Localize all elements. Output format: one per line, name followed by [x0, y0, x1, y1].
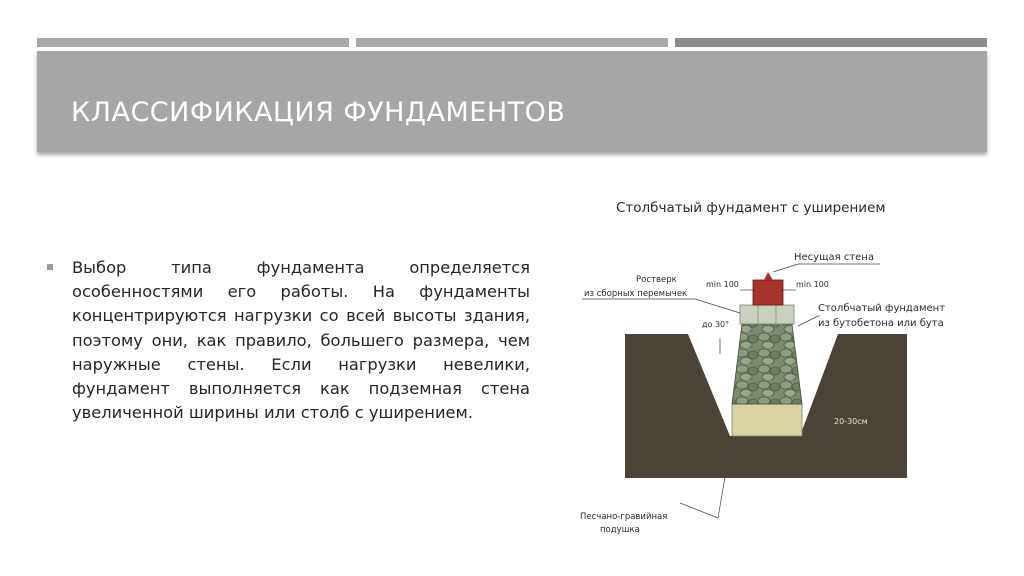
grillage-label-line2: из сборных перемычек: [584, 289, 688, 299]
foundation-diagram: [560, 188, 1000, 548]
header-accent-bar-1: [37, 38, 349, 47]
rubble-column: [732, 324, 802, 404]
slide-title: КЛАССИФИКАЦИЯ ФУНДАМЕНТОВ: [71, 97, 566, 128]
cushion-label-line1: Песчано-гравийная: [580, 512, 668, 522]
grillage: [740, 305, 794, 324]
angle-label: до 30°: [702, 320, 730, 329]
title-banner: [37, 51, 987, 152]
grillage-label-line1: Ростверк: [636, 275, 677, 285]
min-right-label: min 100: [796, 280, 829, 289]
cushion-label-line2: подушка: [600, 525, 640, 535]
column-label-line2: из бутобетона или бута: [818, 318, 944, 329]
bullet-marker-icon: [47, 264, 53, 270]
min-left-label: min 100: [706, 280, 739, 289]
header-accent-bar-3: [675, 38, 987, 47]
depth-label: 20-30см: [834, 417, 868, 426]
figure-caption: Столбчатый фундамент с уширением: [616, 200, 886, 216]
wall-label: Несущая стена: [794, 252, 874, 263]
header-accent-bar-2: [356, 38, 668, 47]
column-label-line1: Столбчатый фундамент: [818, 303, 946, 314]
bullet-text: Выбор типа фундамента определяется особенностями его работы. На фундаменты концентрируются нагрузки со всей высоты здания, поэтому они, как правило, большего размера, чем наружные стены. Если нагрузки невелики, фундамент выполняется как подземная стена увеличенной ширины или столб с уширением.: [72, 258, 530, 423]
foundation-svg: [560, 188, 1000, 548]
wall-break-mark: [764, 272, 773, 280]
sand-gravel-cushion: [732, 404, 802, 436]
bearing-wall: [753, 280, 783, 305]
